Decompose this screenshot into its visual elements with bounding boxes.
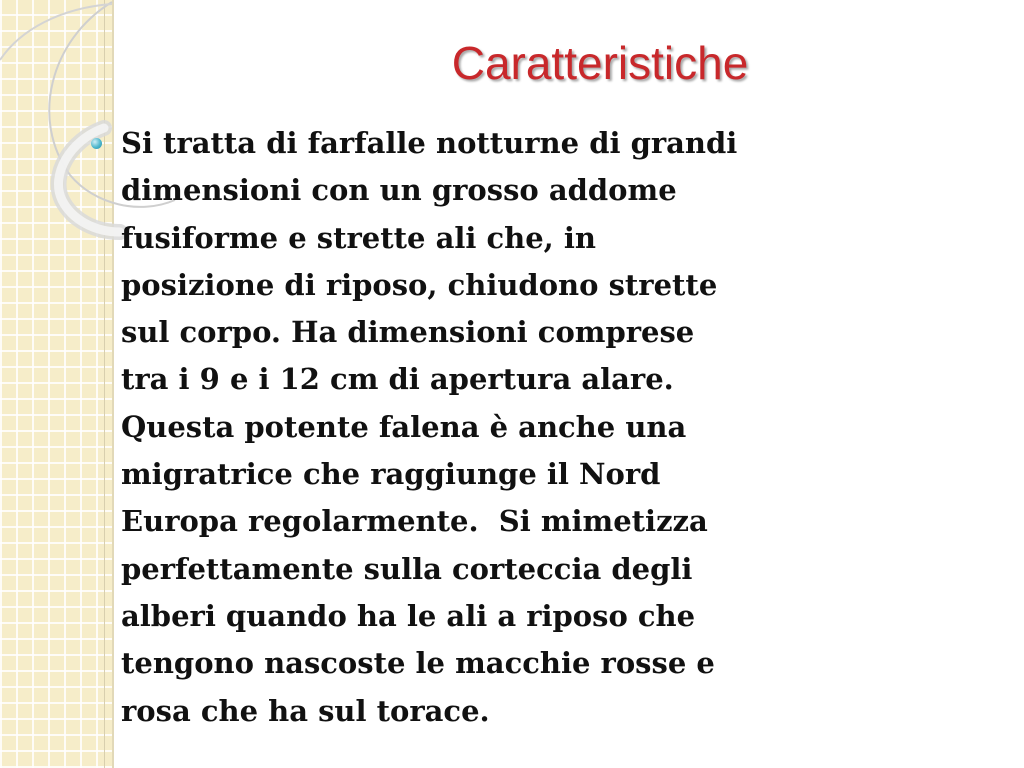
paragraph-line: posizione di riposo, chiudono strette (121, 267, 718, 302)
paragraph-line: Si tratta di farfalle notturne di grandi (121, 126, 738, 160)
paragraph-line: dimensioni con un grosso addome (121, 173, 677, 208)
bullet-paragraph (121, 120, 921, 735)
paragraph-line: sul corpo. Ha dimensioni comprese (121, 315, 695, 350)
paragraph-line: tra i 9 e i 12 cm di apertura alare. (121, 362, 674, 397)
paragraph-line: migratrice che raggiunge il Nord (121, 457, 661, 492)
paragraph-line: perfettamente sulla corteccia degli (121, 551, 693, 586)
paragraph-line: Europa regolarmente. Si mimetizza (121, 504, 708, 539)
paragraph-line: alberi quando ha le ali a riposo che (121, 598, 696, 633)
paragraph-line: tengono nascoste le macchie rosse e (121, 646, 715, 681)
paragraph-line: Questa potente falena è anche una (121, 409, 687, 444)
paragraph-line: fusiforme e strette ali che, in (121, 220, 596, 255)
bullet-icon (91, 138, 102, 149)
paragraph-line: rosa che ha sul torace. (121, 693, 490, 728)
side-band-shadow (112, 0, 114, 768)
slide-title: Caratteristiche (451, 37, 749, 89)
side-band-divider (104, 0, 105, 768)
decorative-side-band (0, 0, 112, 768)
